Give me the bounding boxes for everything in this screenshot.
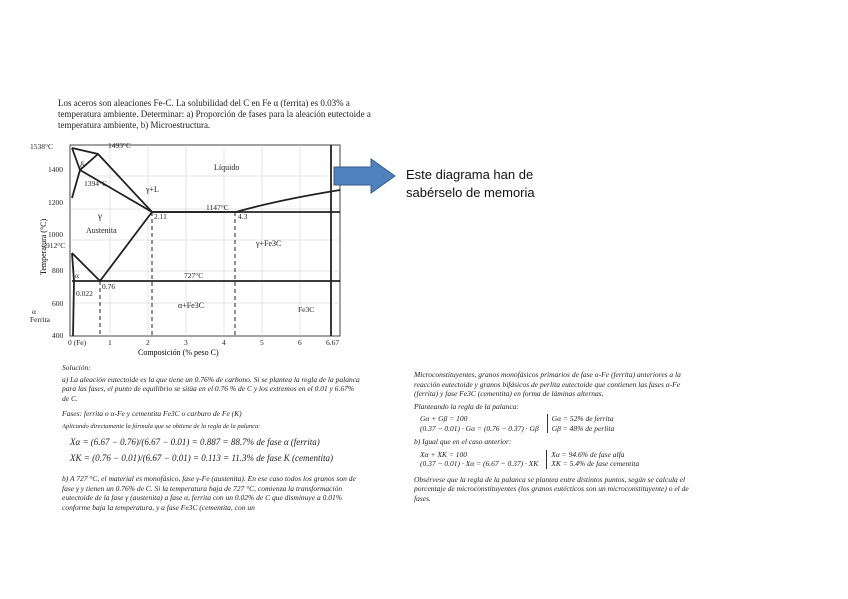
- label-1493: 1493°C: [108, 141, 132, 150]
- result-g-beta: Gβ = 48% de perlita: [551, 423, 615, 433]
- label-1394: 1394°C: [84, 179, 108, 188]
- x-tick-label: 6.67: [326, 338, 340, 347]
- equation-g1b: (0.37 − 0.01) · Gα = (0.76 − 0.37) · Gβ: [420, 423, 539, 433]
- y-tick-label: 1400: [48, 165, 63, 174]
- equation-x2b: (0.37 − 0.01) · Xα = (6.67 − 0.37) · XK: [420, 459, 539, 468]
- solution-heading: Solución:: [62, 363, 91, 372]
- y-axis-label: Temperatura (°C): [39, 218, 48, 275]
- x-axis-label: Composición (% peso C): [138, 348, 219, 357]
- solution-block: [62, 363, 362, 512]
- x-tick-label: 0 (Fe): [68, 338, 87, 347]
- memory-note: Este diagrama han de sabérselo de memoria: [406, 167, 535, 200]
- y-tick-label: 600: [52, 299, 64, 308]
- label-912: 912°C: [46, 241, 66, 250]
- equation-group-2: [420, 450, 699, 469]
- x-tick-label: 3: [184, 338, 188, 347]
- label-1147: 1147°C: [206, 203, 229, 212]
- right-arrow-icon: [333, 158, 397, 194]
- x-tick-label: 1: [108, 338, 112, 347]
- x-tick-label: 5: [260, 338, 264, 347]
- x-tick-label: 2: [146, 338, 150, 347]
- x-tick-label: 4: [222, 338, 226, 347]
- y-tick-label: 400: [52, 331, 64, 340]
- observation-text: Obsérvese que la regla de la palanca se plantea entre distintos puntos, según se calcula el porcentaje de microconstituyentes (los granos eutécticos son un microconstituyente) o el de fases.: [414, 474, 689, 503]
- result-x-alpha: Xα = 94.6% de fase alfa: [551, 449, 625, 459]
- y-tick-label: 800: [52, 266, 64, 275]
- label-delta: δ: [80, 160, 85, 170]
- right-solution-block: [414, 370, 699, 503]
- equation-x-k: XK = (0.76 − 0.01)/(6.67 − 0.01) = 0.113 = 11.3% de fase K (cementita): [70, 453, 333, 463]
- equation-g1a: Gα + Gβ = 100: [420, 414, 468, 423]
- fe-c-phase-diagram: [28, 140, 348, 360]
- label-0-76: 0.76: [102, 282, 116, 291]
- microconstituyentes-text: Microconstituyentes, granos monofásicos primarios de fase α-Fe (ferrita) anteriores a la reacción eutectoide y granos bifásicos de perlita eutectoide que contienen las fases α-Fe (ferrita) y fase Fe3C (cementita) en forma de láminas alternas.: [414, 370, 681, 398]
- label-gamma-fe3c: γ+Fe3C: [256, 239, 282, 248]
- solution-apply: Aplicando directamente la fórmula que se obtiene de la regla de la palanca:: [62, 422, 261, 430]
- label-alpha-ferrita: α: [32, 307, 36, 316]
- label-ferrita: Ferrita: [30, 315, 50, 324]
- y-tick-label: 1200: [48, 198, 63, 207]
- label-alpha-small: α: [75, 271, 79, 280]
- label-gamma: γ: [98, 211, 102, 221]
- equation-x2a: Xα + XK = 100: [420, 449, 467, 459]
- solution-part-b: b) A 727 °C, el material es monofásico, fase γ-Fe (austenita). En ese caso todos los granos son de fase γ y tienen un 0.76% de C. Si la temperatura baja de 727 °C, comienza la transformación eutectoide de la fase γ (austenita) a fase α, ferrita con un 0.02% de C que disminuye a 0.01% conforme baja la temperatura, y a fase Fe3C (cementita, con un: [62, 474, 356, 512]
- label-liquido: Líquido: [214, 163, 240, 172]
- planteando-text: Planteando la regla de la palanca:: [414, 401, 519, 411]
- label-fe3c: Fe3C: [298, 305, 315, 314]
- label-4-3: 4.3: [238, 212, 248, 221]
- equation-group-1: [420, 414, 699, 433]
- y-tick-label: 1000: [48, 230, 63, 239]
- equation-x-alpha: Xα = (6.67 − 0.76)/(6.67 − 0.01) = 0.887 = 88.7% de fase α (ferrita): [70, 437, 320, 447]
- result-g-alpha: Gα = 52% de ferrita: [551, 414, 614, 423]
- label-alpha-fe3c: α+Fe3C: [178, 301, 205, 310]
- label-gamma-l: γ+L: [146, 185, 159, 194]
- problem-statement: Los aceros son aleaciones Fe-C. La solubilidad del C en Fe α (ferrita) es 0.03% a temperatura ambiente. Determinar: a) Proporción de fases para la aleación eutectoide a temperatura ambiente, b) Microestructura.: [58, 98, 371, 130]
- label-0-022: 0.022: [76, 289, 93, 298]
- result-x-k: XK = 5.4% de fase cementita: [551, 459, 640, 468]
- x-tick-label: 6: [298, 338, 302, 347]
- solution-phases: Fases: ferrita o α-Fe y cementita Fe3C o carburo de Fe (K): [62, 409, 242, 418]
- y-tick-label: 1538°C: [30, 142, 54, 151]
- label-austenita: Austenita: [86, 226, 117, 235]
- igual-text: b) Igual que en el caso anterior:: [414, 437, 512, 446]
- label-727: 727°C: [184, 271, 204, 280]
- label-2-11: 2.11: [154, 212, 167, 221]
- solution-part-a: a) La aleación eutectoide es la que tiene un 0.76% de carbono. Si se plantea la regla de la palanca para las fases, el punto de equilibrio se sitúa en el 0.76 % de C y los extremos en el 0.01 y 6.67% de C.: [62, 374, 360, 403]
